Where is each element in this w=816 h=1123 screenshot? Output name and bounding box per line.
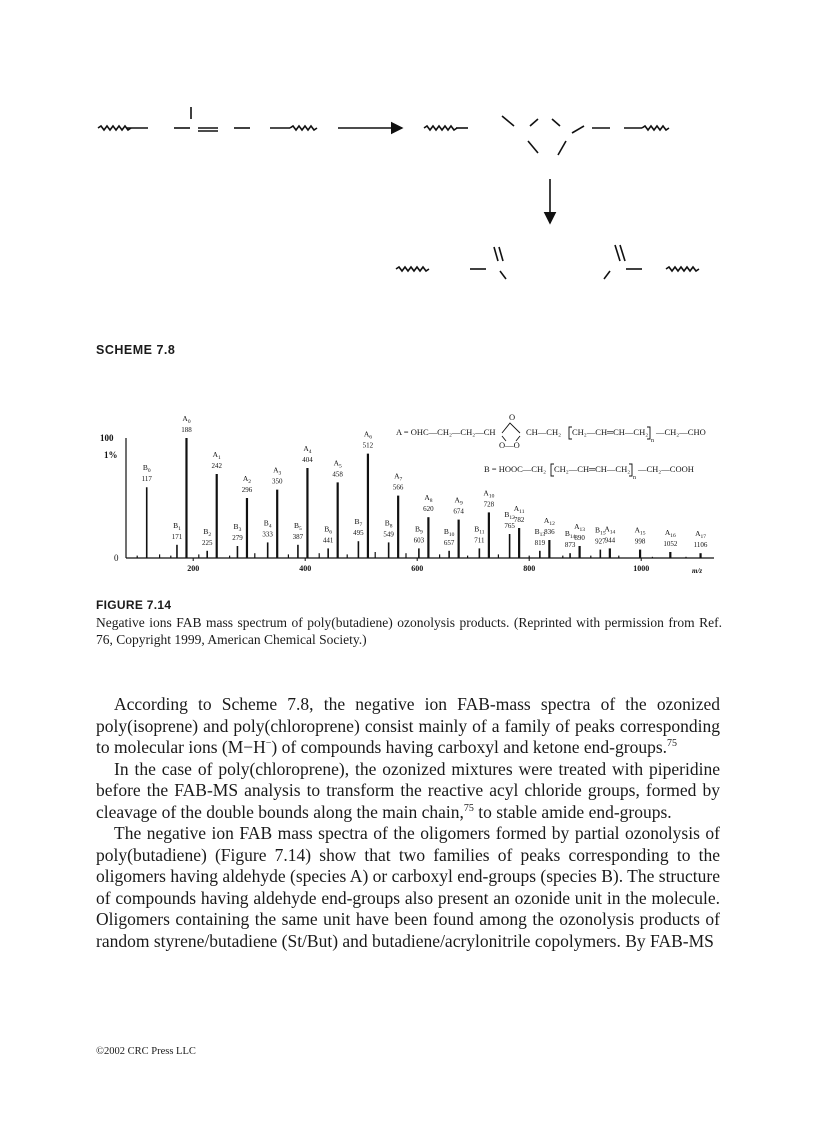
peak-mz-A10: 728 (483, 500, 495, 509)
y-tick-0: 0 (114, 553, 119, 563)
x-tick-label-200: 200 (187, 564, 200, 573)
peak-mz-A7: 566 (392, 483, 404, 492)
peak-label-A12: $A_{12}$ (543, 516, 555, 527)
peak-label-A3: $A_3$ (273, 465, 282, 477)
struct-b-repeat: CH₂—CH═CH—CH₂ (554, 464, 631, 474)
peak-mz-A13: 890 (574, 534, 585, 542)
peak-mz-A5: 458 (332, 470, 343, 479)
peak-label-A1: $A_1$ (212, 450, 221, 461)
peak-mz-B2: 225 (201, 538, 213, 547)
peak-mz-A11: 782 (513, 516, 525, 524)
p2-text-b: to stable amide end-groups. (473, 801, 672, 822)
wavy-bond (642, 126, 669, 130)
peak-label-A16: $A_{16}$ (664, 528, 676, 539)
peak-label-A7: $A_7$ (394, 471, 403, 483)
peak-label-A4: $A_4$ (303, 444, 312, 455)
peak-mz-A16: 1052 (663, 540, 678, 548)
footer-copyright: ©2002 CRC Press LLC (96, 1046, 196, 1057)
peak-mz-A14: 944 (604, 536, 616, 545)
struct-a-n: n (651, 438, 654, 444)
wavy-bond (424, 126, 457, 130)
peak-mz-A15: 998 (634, 537, 646, 546)
x-tick-label-400: 400 (299, 564, 312, 573)
x-axis-label: m/z (692, 567, 703, 575)
struct-a-ozonide-top: O (509, 412, 516, 422)
peak-label-B9: $B_9$ (414, 524, 423, 536)
peak-label-B5: $B_5$ (294, 520, 302, 532)
p1-text-b: ) of compounds having carboxyl and ketone end-groups. (271, 737, 668, 757)
peak-label-A10: $A_{10}$ (483, 488, 495, 500)
peak-mz-B14: 873 (564, 541, 576, 550)
figure-label: FIGURE 7.14 (96, 598, 172, 612)
struct-a-mid: CH—CH₂ (526, 427, 562, 437)
peak-label-B10: $B_{10}$ (443, 526, 455, 538)
peak-mz-B3: 279 (232, 534, 243, 542)
peak-label-A6: $A_6$ (363, 429, 373, 441)
wavy-bond (396, 267, 429, 271)
peak-mz-A1: 242 (211, 462, 222, 470)
figure-caption: Negative ions FAB mass spectrum of poly(butadiene) ozonolysis products. (Reprinted with permission from Ref. 76, Copyright 1999, American Chemical Society.) (96, 615, 722, 647)
wavy-bond (290, 126, 317, 130)
peak-label-B3: $B_3$ (233, 522, 242, 533)
peak-mz-B8: 549 (383, 530, 394, 539)
peak-label-B14: $B_{14}$ (564, 529, 576, 541)
peak-label-A2: $A_2$ (242, 474, 252, 485)
mass-spectrum-chart (96, 410, 726, 590)
x-tick-label-1000: 1000 (633, 564, 650, 573)
peak-label-A15: $A_{15}$ (634, 525, 646, 537)
peak-mz-B7: 495 (353, 529, 364, 538)
peak-mz-A12: 836 (544, 528, 555, 536)
peak-mz-B1: 171 (171, 532, 183, 541)
peak-label-B1: $B_1$ (173, 520, 181, 532)
peak-mz-A3: 350 (271, 477, 283, 486)
peak-mz-A6: 512 (362, 441, 374, 450)
y-tick-100: 100 (100, 433, 114, 443)
p1-ref: 75 (667, 738, 678, 750)
peak-mz-B11: 711 (474, 536, 485, 545)
peak-mz-B4: 333 (262, 530, 273, 539)
peak-label-A14: $A_{14}$ (604, 524, 616, 536)
peak-label-A0: $A_0$ (182, 414, 191, 425)
peak-mz-B0: 117 (141, 475, 152, 484)
peak-mz-B12: 765 (504, 522, 515, 530)
peak-mz-B5: 387 (292, 532, 304, 541)
peak-label-B2: $B_2$ (203, 526, 212, 538)
struct-b-prefix: B = HOOC—CH₂ (484, 464, 547, 474)
peak-mz-B13: 819 (534, 538, 546, 547)
peak-label-B13: $B_{13}$ (534, 526, 546, 538)
peak-mz-A9: 674 (453, 507, 464, 516)
peak-label-A11: $A_{11}$ (513, 504, 525, 515)
peak-label-A5: $A_5$ (333, 458, 342, 470)
peak-label-A9: $A_9$ (454, 495, 463, 507)
struct-a-suffix: —CH₂—CHO (656, 427, 706, 437)
peak-mz-B9: 603 (413, 536, 425, 545)
peak-label-B4: $B_4$ (263, 518, 272, 530)
struct-b-n: n (633, 475, 636, 481)
peak-mz-A8: 620 (423, 505, 434, 514)
p2-ref: 75 (463, 802, 474, 814)
struct-b-suffix: —CH₂—COOH (638, 464, 694, 474)
x-tick-label-600: 600 (411, 564, 424, 573)
peak-label-B0: $B_0$ (142, 463, 151, 475)
peak-mz-A0: 188 (181, 426, 192, 434)
peak-label-A13: $A_{13}$ (574, 522, 586, 533)
p1-sup-minus: − (265, 738, 272, 750)
struct-a-ozonide-ring (502, 423, 520, 441)
peak-mz-A4: 404 (302, 456, 313, 464)
paragraph-1 (96, 694, 720, 759)
y-tick-1pct: 1% (104, 450, 118, 460)
wavy-bond (666, 267, 699, 271)
peak-label-A8: $A_8$ (424, 493, 433, 505)
scheme-label: SCHEME 7.8 (96, 343, 176, 357)
peak-mz-B15: 927 (595, 537, 606, 546)
peak-mz-B10: 657 (443, 538, 455, 547)
peak-mz-A2: 296 (241, 486, 253, 494)
peak-label-B8: $B_8$ (384, 518, 393, 530)
peak-label-B12: $B_{12}$ (504, 510, 515, 521)
paragraph-2 (96, 759, 720, 824)
peak-label-B7: $B_7$ (354, 517, 363, 529)
peak-label-B6: $B_6$ (324, 524, 333, 536)
peak-mz-A17: 1106 (693, 541, 708, 550)
peak-mz-B6: 441 (322, 536, 334, 545)
reaction-scheme (90, 95, 730, 295)
p1-text-a: According to Scheme 7.8, the negative ion FAB-mass spectra of the ozonized poly(isoprene) and poly(chloroprene) consist mainly of a family of peaks corresponding to molecular ions (M−H (96, 694, 720, 757)
peak-label-A17: $A_{17}$ (695, 529, 707, 541)
peak-label-B15: $B_{15}$ (595, 525, 606, 537)
x-tick-label-800: 800 (523, 564, 536, 573)
p2-text-a: In the case of poly(chloroprene), the ozonized mixtures were treated with piperidine before the FAB-MS analysis to transform the reactive acyl chloride groups, formed by cleavage of the double bounds along the main chain, (96, 758, 720, 822)
body-text (96, 694, 720, 952)
struct-a-prefix: A = OHC—CH₂—CH₂—CH (396, 427, 496, 437)
paragraph-3: The negative ion FAB mass spectra of the oligomers formed by partial ozonolysis of poly(butadiene) (Figure 7.14) show that two families of peaks corresponding to the oligomers having aldehyde (species A) or carboxyl end-groups (species B). The structure of compounds having aldehyde end-groups also present an ozonide unit in the molecule. Oligomers containing the same unit have been found among the ozonolysis products of random styrene/butadiene (St/But) and butadiene/acrylonitrile copolymers. By FAB-MS (96, 823, 720, 951)
peak-label-B11: $B_{11}$ (474, 524, 485, 536)
struct-a-repeat: CH₂—CH═CH—CH₂ (572, 427, 649, 437)
struct-a-ozonide-bottom: O—O (499, 440, 520, 450)
